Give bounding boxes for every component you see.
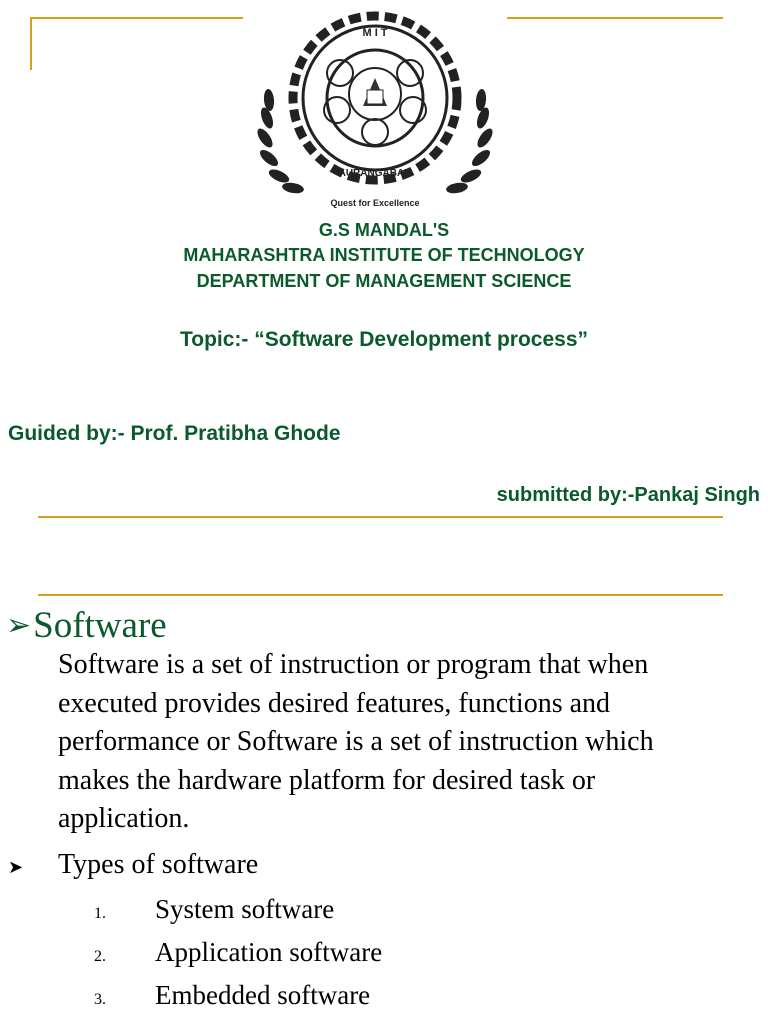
paragraph-line: application. bbox=[58, 803, 190, 834]
paragraph-line: executed provides desired features, functions and bbox=[58, 687, 611, 719]
org-name-line1: G.S MANDAL'S bbox=[318, 220, 450, 240]
topic-title: Topic:- “Software Development process” bbox=[179, 328, 589, 351]
list-item-label: System software bbox=[155, 894, 335, 924]
paragraph-line: performance or Software is a set of instruction which bbox=[58, 726, 654, 757]
section-heading bbox=[6, 604, 167, 647]
institute-logo bbox=[245, 8, 505, 213]
types-bullet-label: Types of software bbox=[58, 849, 259, 880]
arrow-bullet-icon: ➢ bbox=[6, 609, 32, 642]
slide1-bottom-rule bbox=[38, 516, 723, 518]
arrow-bullet-icon: ➤ bbox=[8, 857, 24, 877]
top-left-rule bbox=[30, 17, 243, 19]
list-item-label: Embedded software bbox=[155, 980, 371, 1010]
org-name-line3: DEPARTMENT OF MANAGEMENT SCIENCE bbox=[196, 271, 572, 291]
logo-emblem-icon bbox=[245, 8, 505, 213]
paragraph-line: makes the hardware platform for desired task or bbox=[58, 764, 596, 796]
top-right-rule bbox=[507, 17, 723, 19]
list-number: 3. bbox=[94, 991, 106, 1008]
list-item bbox=[94, 894, 334, 925]
list-item-label: Application software bbox=[155, 937, 383, 967]
logo-tagline: Quest for Excellence bbox=[330, 198, 420, 208]
svg-text:AURANGABAD: AURANGABAD bbox=[338, 168, 412, 179]
list-item bbox=[94, 937, 382, 968]
definition-paragraph bbox=[58, 646, 758, 839]
list-number: 2. bbox=[94, 948, 106, 965]
svg-text:M I T: M I T bbox=[362, 27, 388, 39]
section-heading-text: Software bbox=[33, 605, 167, 646]
paragraph-line: Software is a set of instruction or program that when bbox=[58, 649, 649, 680]
submitted-by: submitted by:-Pankaj Singh bbox=[496, 484, 760, 506]
guided-by: Guided by:- Prof. Pratibha Ghode bbox=[8, 422, 341, 445]
list-item bbox=[94, 980, 370, 1011]
list-number: 1. bbox=[94, 905, 106, 922]
left-frame-rule bbox=[30, 17, 32, 70]
types-bullet bbox=[8, 848, 258, 884]
org-name-line2: MAHARASHTRA INSTITUTE OF TECHNOLOGY bbox=[183, 245, 585, 265]
slide2-top-rule bbox=[38, 594, 723, 596]
